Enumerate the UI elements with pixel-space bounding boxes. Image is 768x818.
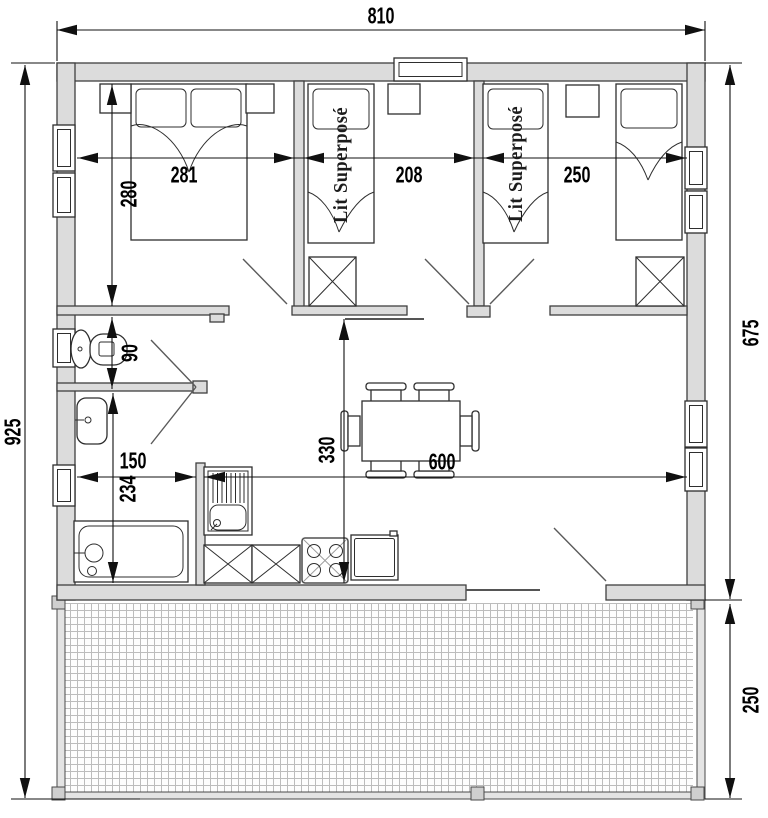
dim-living-depth: 330 (313, 436, 340, 464)
dim-bathroom-width: 150 (119, 447, 147, 474)
chair (414, 383, 454, 402)
dim-bedroom1-depth: 280 (115, 180, 142, 208)
window (685, 191, 707, 233)
dim-house-depth: 675 (737, 319, 764, 347)
dim-overall-depth: 925 (0, 418, 26, 446)
dim-bedroom1-width: 281 (170, 161, 198, 188)
nightstand (388, 84, 420, 114)
kitchen-counter (204, 545, 300, 583)
nightstand (246, 84, 274, 113)
chair (366, 383, 406, 402)
wardrobe (636, 257, 684, 306)
bunk-bed-1-label: Lit Superposé (330, 107, 352, 223)
shower (74, 521, 188, 582)
dining-set (341, 383, 479, 478)
terrace-post (52, 787, 65, 800)
window (53, 173, 75, 217)
dim-wc-depth: 90 (116, 344, 143, 362)
wc-door-leaf (151, 340, 196, 387)
terrace-post (691, 787, 704, 800)
bedroom3-door-leaf (490, 259, 534, 304)
window (685, 401, 707, 447)
stove (302, 538, 348, 583)
fridge-handle (390, 531, 397, 536)
shower-room-door-leaf (151, 387, 196, 444)
bedroom2-door-leaf (425, 259, 469, 304)
refrigerator (351, 531, 398, 580)
bedroom1-door-leaf (243, 259, 287, 304)
dim-bedroom3-width: 250 (563, 161, 591, 188)
window (53, 125, 75, 171)
terrace-post (471, 787, 484, 800)
chair (460, 411, 479, 451)
dim-living-width: 600 (428, 448, 456, 475)
chair (366, 459, 406, 478)
window (685, 147, 707, 189)
nightstand (566, 85, 599, 117)
window (53, 465, 75, 506)
wardrobe (309, 257, 356, 306)
dim-terrace-depth: 250 (737, 686, 764, 714)
terrace-railing (52, 596, 705, 800)
window (394, 58, 467, 81)
dim-bath-lower-depth: 234 (114, 475, 141, 503)
dim-bedroom2-width: 208 (395, 161, 423, 188)
bathroom-sink (75, 398, 107, 444)
entry-door-leaf (554, 528, 606, 581)
window (685, 448, 707, 491)
single-bed (616, 84, 682, 240)
dim-overall-width: 810 (367, 2, 395, 29)
bunk-bed-2-label: Lit Superposé (505, 106, 527, 222)
